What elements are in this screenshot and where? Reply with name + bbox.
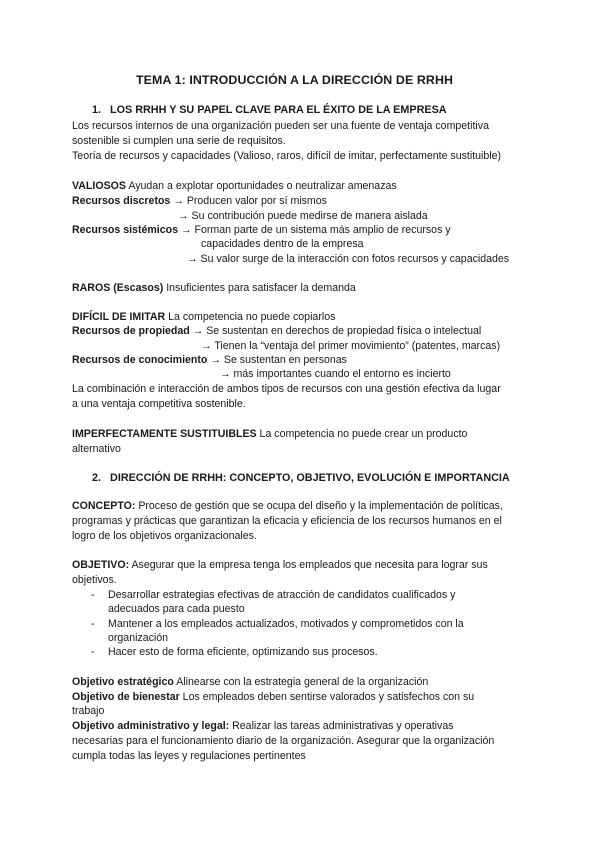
- sistemicos-label: Recursos sistémicos: [72, 224, 178, 236]
- page-title: TEMA 1: INTRODUCCIÓN A LA DIRECCIÓN DE RRHH: [136, 73, 454, 87]
- conocimiento-line-1: [72, 354, 347, 367]
- combinacion-line-2: a una ventaja competitiva sostenible.: [72, 398, 246, 410]
- section-2-title: DIRECCIÓN DE RRHH: CONCEPTO, OBJETIVO, EVOLUCIÓN E IMPORTANCIA: [110, 472, 510, 484]
- raros-label: RAROS (Escasos): [72, 282, 164, 294]
- dificil-text: La competencia no puede copiarlos: [165, 311, 336, 323]
- propiedad-line-1: [72, 325, 481, 338]
- discretos-line-1: [72, 195, 327, 208]
- raros-text: Insuficientes para satisfacer la demanda: [163, 282, 356, 294]
- sistemicos-text-1: → Forman parte de un sistema más amplio de recursos y: [178, 224, 451, 236]
- discretos-line-2: → Su contribución puede medirse de manera aislada: [178, 210, 428, 222]
- imperfect-line-1: [72, 428, 467, 441]
- bullet-marker: -: [91, 646, 95, 658]
- section-2-heading: [92, 472, 510, 485]
- section-1-heading: [92, 104, 447, 117]
- propiedad-label: Recursos de propiedad: [72, 325, 190, 337]
- concepto-line-1: [72, 500, 503, 513]
- administrativo-text-1: Realizar las tareas administrativas y operativas: [229, 720, 454, 732]
- bullet-item-1-line-1: Desarrollar estrategias efectivas de atracción de candidatos cualificados y: [108, 589, 456, 601]
- objetivo-line-2: objetivos.: [72, 574, 117, 586]
- valiosos-label: VALIOSOS: [72, 180, 126, 192]
- administrativo-line-3: cumpla todas las leyes y regulaciones pertinentes: [72, 750, 306, 762]
- conocimiento-label: Recursos de conocimiento: [72, 354, 208, 366]
- combinacion-line-1: La combinación e interacción de ambos tipos de recursos con una gestión efectiva da lugar: [72, 383, 501, 395]
- imperfect-text-1: La competencia no puede crear un producto: [256, 428, 468, 440]
- bienestar-label: Objetivo de bienestar: [72, 691, 180, 703]
- estrategico-line: [72, 676, 428, 689]
- intro-line-2: sostenible si cumplen una serie de requisitos.: [72, 135, 286, 147]
- concepto-line-3: logro de los objetivos organizacionales.: [72, 530, 257, 542]
- propiedad-text-1: → Se sustentan en derechos de propiedad física o intelectual: [189, 325, 482, 337]
- objetivo-text-1: Asegurar que la empresa tenga los empleados que necesita para lograr sus: [129, 559, 488, 571]
- sistemicos-line-2: capacidades dentro de la empresa: [201, 238, 364, 250]
- section-1-title: LOS RRHH Y SU PAPEL CLAVE PARA EL ÉXITO DE LA EMPRESA: [110, 104, 447, 116]
- estrategico-label: Objetivo estratégico: [72, 676, 174, 688]
- concepto-text-1: Proceso de gestión que se ocupa del diseño y la implementación de políticas,: [135, 500, 503, 512]
- bullet-marker: -: [91, 589, 95, 601]
- dificil-label: DIFÍCIL DE IMITAR: [72, 311, 166, 323]
- administrativo-label: Objetivo administrativo y legal:: [72, 720, 230, 732]
- conocimiento-line-2: → más importantes cuando el entorno es incierto: [220, 368, 451, 380]
- section-2-number: 2.: [92, 472, 102, 484]
- valiosos-text: Ayudan a explotar oportunidades o neutralizar amenazas: [125, 180, 397, 192]
- imperfect-line-2: alternativo: [72, 443, 121, 455]
- objetivo-label: OBJETIVO:: [72, 559, 130, 571]
- bienestar-line-2: trabajo: [72, 705, 105, 717]
- raros-line: [72, 282, 356, 295]
- bullet-item-2-line-2: organización: [108, 632, 169, 644]
- conocimiento-text-1: → Se sustentan en personas: [207, 354, 347, 366]
- bullet-item-3-line-1: Hacer esto de forma eficiente, optimizando sus procesos.: [108, 646, 378, 658]
- administrativo-line-2: necesarias para el funcionamiento diario de la organización. Asegurar que la organización: [72, 735, 495, 747]
- objetivo-line-1: [72, 559, 488, 572]
- estrategico-text: Alinearse con la estrategia general de la organización: [173, 676, 429, 688]
- bullet-marker: -: [91, 618, 95, 630]
- propiedad-line-2: → Tienen la “ventaja del primer movimiento” (patentes, marcas): [201, 340, 501, 352]
- administrativo-line-1: [72, 720, 454, 733]
- discretos-text-1: → Producen valor por sí mismos: [170, 195, 327, 207]
- bullet-item-1-line-2: adecuados para cada puesto: [108, 603, 245, 615]
- intro-line-1: Los recursos internos de una organización pueden ser una fuente de ventaja competitiva: [72, 120, 489, 132]
- bienestar-line-1: [72, 691, 474, 704]
- intro-line-3: Teoría de recursos y capacidades (Valioso, raros, difícil de imitar, perfectamente sustituible): [72, 150, 502, 162]
- sistemicos-line-1: [72, 224, 451, 237]
- valiosos-line: [72, 180, 397, 193]
- imperfect-label: IMPERFECTAMENTE SUSTITUIBLES: [72, 428, 257, 440]
- sistemicos-line-3: → Su valor surge de la interacción con fotos recursos y capacidades: [187, 253, 510, 265]
- concepto-label: CONCEPTO:: [72, 500, 136, 512]
- section-1-number: 1.: [92, 104, 102, 116]
- concepto-line-2: programas y prácticas que garantizan la eficacia y eficiencia de los recursos humanos en el: [72, 515, 502, 527]
- discretos-label: Recursos discretos: [72, 195, 171, 207]
- bienestar-text-1: Los empleados deben sentirse valorados y satisfechos con su: [179, 691, 475, 703]
- dificil-line: [72, 311, 335, 324]
- bullet-item-2-line-1: Mantener a los empleados actualizados, motivados y comprometidos con la: [108, 618, 464, 630]
